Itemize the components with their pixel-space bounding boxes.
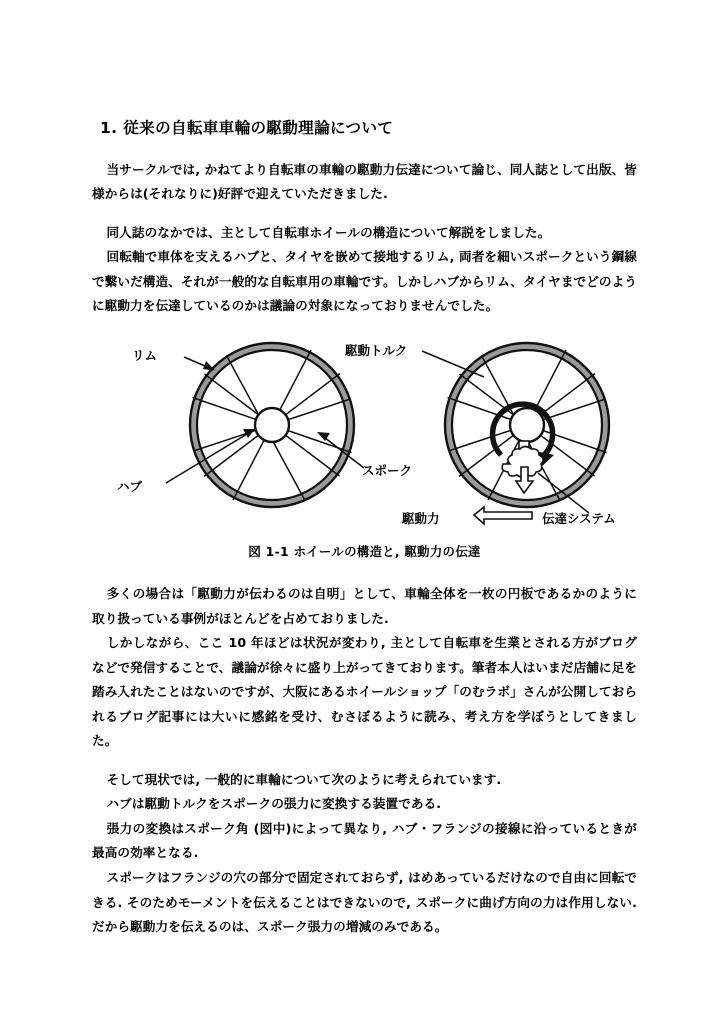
figure-1-1 xyxy=(92,333,637,538)
paragraph-text: そして現状では, 一般的に車輪について次のように考えられています. xyxy=(106,771,502,787)
paragraph-text: 多くの場合は「駆動力が伝わるのは自明」として、車輪全体を一枚の円板であるかのように取り扱っている事例がほとんどを占めておりました. xyxy=(92,585,637,626)
label-hub: ハブ xyxy=(117,478,143,494)
paragraph-text: 張力の変換はスポーク角 (図中)によって異なり, ハブ・フランジの接線に沿っているときが最高の効率となる. xyxy=(92,820,637,861)
paragraph-wheel-structure xyxy=(92,245,637,319)
paragraph-obvious-case xyxy=(92,582,637,631)
paragraph-doujinshi xyxy=(92,221,637,246)
paragraph-hub-converts xyxy=(92,792,637,817)
paragraph-group-current-theory xyxy=(92,768,637,940)
paragraph-intro xyxy=(92,158,637,207)
paragraph-text: スポークはフランジの穴の部分で固定されておらず, はめあっているだけなので自由に回転できる. そのためモーメントを伝えることはできないので, スポークに曲げ方向の力は作用しない. だから駆動力を伝えるのは、スポーク張力の増減のみである。 xyxy=(92,869,637,935)
driving-force-arrow xyxy=(474,507,532,524)
label-transmission-system: 伝達システム xyxy=(542,510,616,526)
transmission-system-symbol xyxy=(502,441,543,493)
wheel-diagram-svg xyxy=(92,333,637,538)
label-spoke: スポーク xyxy=(362,462,413,478)
paragraph-current-view xyxy=(92,768,637,793)
rim-leader-left xyxy=(184,357,215,371)
label-drive-torque: 駆動トルク xyxy=(345,342,408,358)
paragraph-text: しかしながら、ここ 10 年ほどは状況が変わり, 主として自転車を生業とされる方がブログなどで発信することで、議論が徐々に盛り上がってきております。筆者本人はいまだ店舗に足を踏み入れたことはないのですが、大阪にあるホイールショップ「のむラボ」さんが公開しておられるブログ記事には大いに感銘を受け、むさぼるように読み、考え方を学ぼうとしてきました。 xyxy=(92,635,638,749)
label-rim: リム xyxy=(132,347,158,363)
paragraph-group-conventional xyxy=(92,582,637,754)
paragraph-text: ハブは駆動トルクをスポークの張力に変換する装置である. xyxy=(106,796,442,812)
paragraph-spoke-flange xyxy=(92,866,637,940)
paragraph-group-structure xyxy=(92,221,637,319)
label-driving-force: 駆動力 xyxy=(402,510,440,526)
left-wheel-group xyxy=(117,343,412,507)
right-wheel-group xyxy=(344,343,616,526)
hub-circle-left xyxy=(255,408,289,442)
figure-caption: 図 1-1 ホイールの構造と, 駆動力の伝達 xyxy=(248,543,481,559)
hub-circle-right xyxy=(510,408,544,442)
paragraph-text: 当サークルでは, かねてより自転車の車輪の駆動力伝達について論じ、同人誌として出版、皆様からは(それなりに)好評で迎えていただきました. xyxy=(92,161,637,202)
page-title: 1. 従来の自転車車輪の駆動理論について xyxy=(100,119,394,137)
document-content xyxy=(92,118,637,954)
paragraph-recent-decade xyxy=(92,631,637,754)
paragraph-tension-conversion xyxy=(92,817,637,866)
paragraph-text: 同人誌のなかでは、主として自転車ホイールの構造について解説をしました。 xyxy=(106,224,551,240)
paragraph-text: 回転軸で車体を支えるハブと、タイヤを嵌めて接地するリム, 両者を細いスポークという鋼線で繋いだ構造、それが一般的な自転車用の車輪です。しかしハブからリム、タイヤまでどのように駆動力を伝達しているのかは議論の対象になっておりませんでした。 xyxy=(92,249,637,314)
